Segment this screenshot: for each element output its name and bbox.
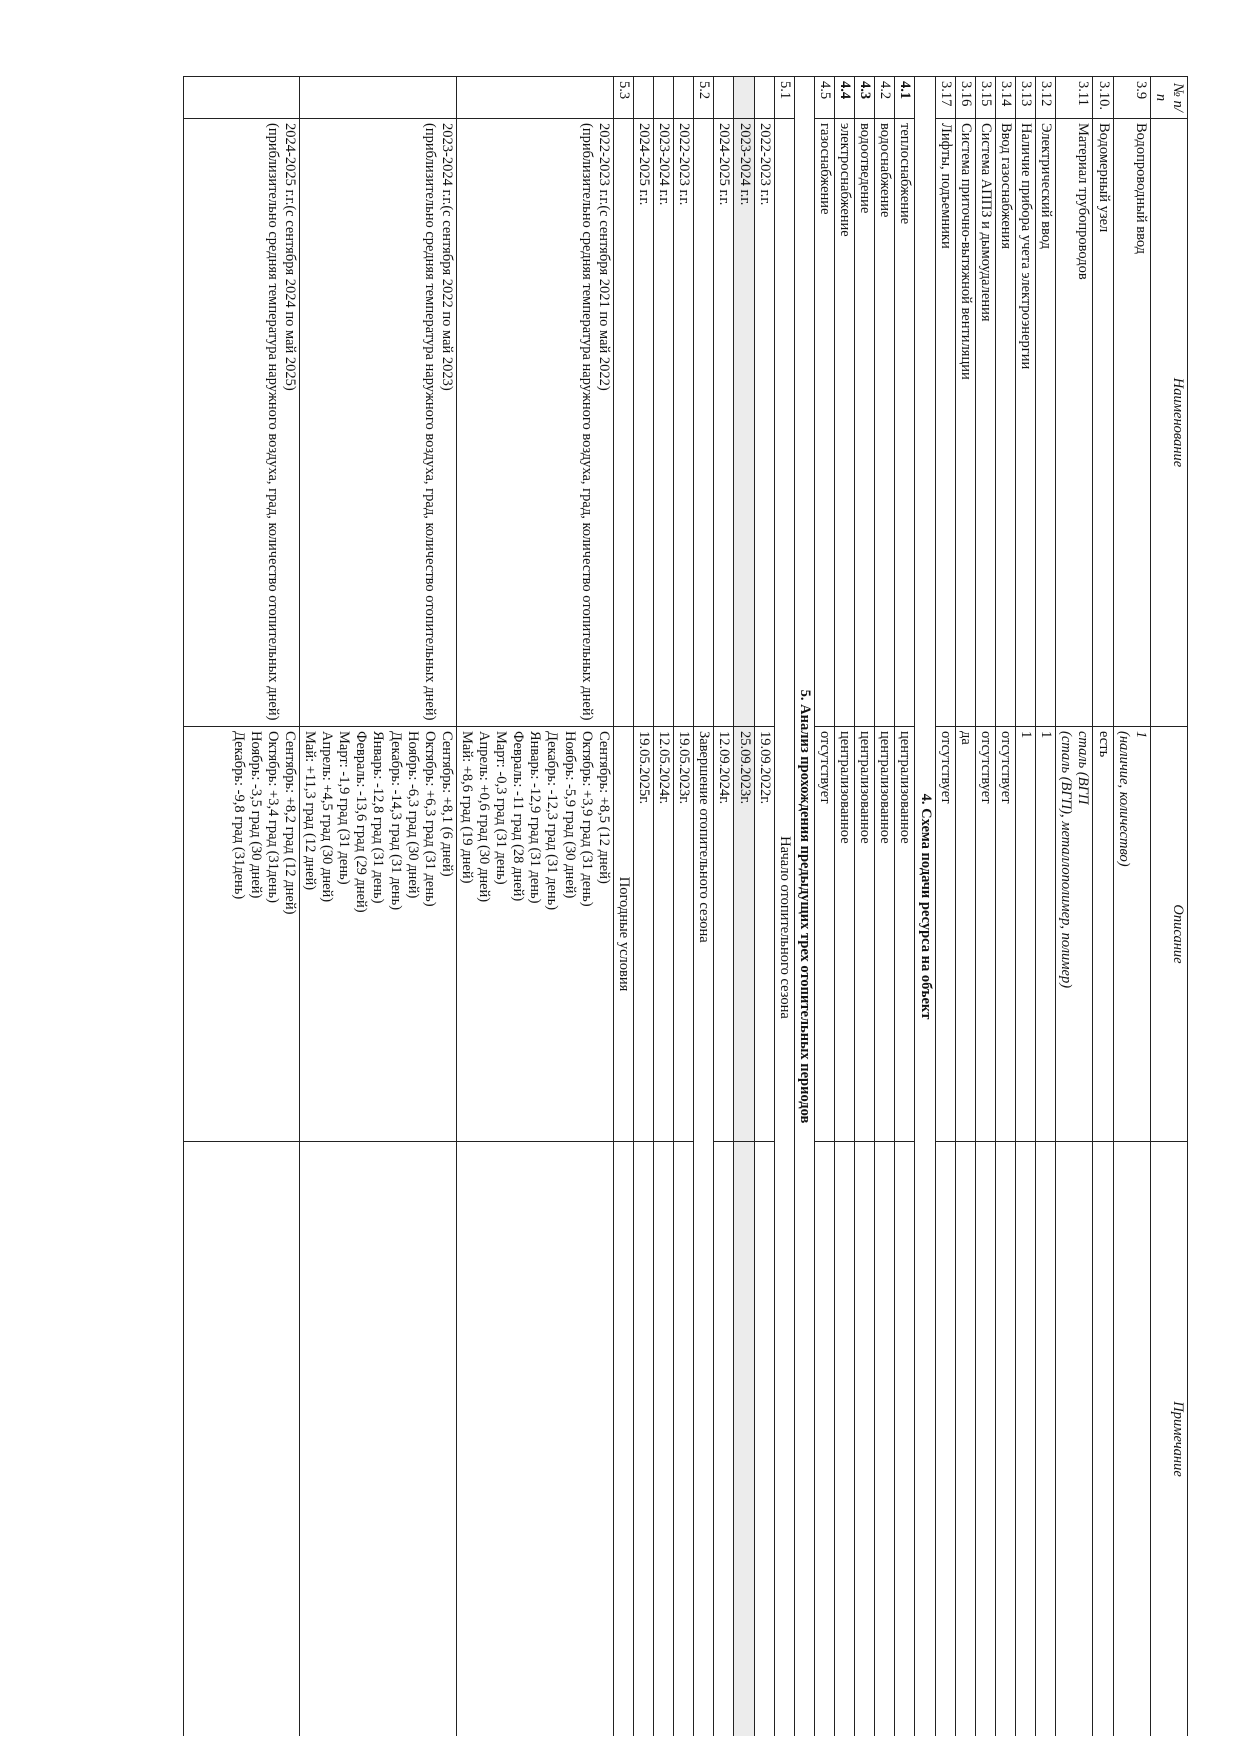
header-name: Наименование [1150,119,1187,727]
row-num [183,77,299,119]
row-num: 5.2 [694,77,714,119]
row-note [299,1142,456,1737]
subsection-row [774,77,794,1737]
table-row [714,77,734,1737]
row-num: 3.10. [1093,77,1113,119]
row-note [613,1142,633,1737]
row-name: водоснабжение [875,119,895,727]
row-desc: да [955,727,975,1142]
row-name: 2024-2025 г.г.(с сентября 2024 по май 2025) (приблизительно средняя температура наружного воздуха, град, количество отопительных дней) [183,119,299,727]
row-num: 3.17 [935,77,955,119]
row-note [456,1142,613,1737]
weather-row [183,77,299,1737]
row-name: 2022-2023 г.г. [754,119,774,727]
row-num: 3.12 [1036,77,1056,119]
row-num: 4.3 [855,77,875,119]
row-note [1113,1142,1150,1737]
row-num: 3.9 [1113,77,1150,119]
row-desc: 12.09.2024г. [714,727,734,1142]
table-row [1036,77,1056,1737]
header-num: № п/п [1150,77,1187,119]
section-heading-row [794,77,814,1737]
row-num [654,77,674,119]
row-num: 3.15 [975,77,995,119]
subsection-title: Начало отопительного сезона [774,119,794,1737]
row-note [814,1142,834,1737]
table-row [814,77,834,1737]
row-desc: централизованное [835,727,855,1142]
row-num [299,77,456,119]
row-desc: сталь (ВГП (сталь (ВГП), металлополимер, полимер) [1056,727,1093,1142]
row-name: Лифты, подъемники [935,119,955,727]
subsection-row [613,77,633,1737]
table-row [734,77,754,1737]
row-note [995,1142,1015,1737]
row-note [714,1142,734,1737]
row-note [734,1142,754,1737]
row-name: теплоснабжение [895,119,915,727]
building-passport-table [183,76,1188,1736]
row-desc: 1 [1016,727,1036,1142]
row-name: Ввод газоснабжения [995,119,1015,727]
row-name: водоотведение [855,119,875,727]
row-desc: отсутствует [975,727,995,1142]
row-desc: 1 [1036,727,1056,1142]
row-num: 5.1 [774,77,794,119]
table-row [1093,77,1113,1737]
subsection-title: Завершение отопительного сезона [694,727,714,1737]
row-num: 5.3 [613,77,633,119]
row-name: 2022-2023 г.г.(с сентября 2021 по май 2022) (приблизительно средняя температура наружного воздуха, град, количество отопительных дней) [456,119,613,727]
row-name [613,119,633,727]
row-name: Материал трубопроводов [1056,119,1093,727]
row-num [633,77,653,119]
row-desc: Сентябрь: +8,1 (6 дней) Октябрь: +6,3 град (31 день) Ноябрь: -6,3 град (30 дней) Декабрь: -14,3 град (31 день) Январь: -12,8 град (31 день) Февраль: -13,6 град (29 дней) Март: -1,9 град (31 день) Апрель: +4,5 град (30 дней) Май: +11,3 град (12 дней) [299,727,456,1142]
row-desc: отсутствует [935,727,955,1142]
table-row [935,77,955,1737]
weather-row [456,77,613,1737]
row-name: Водомерный узел [1093,119,1113,727]
header-desc: Описание [1150,727,1187,1142]
table-row [955,77,975,1737]
row-desc: отсутствует [814,727,834,1142]
section-5-title: 5. Анализ прохождения предыдущих трех отопительных периодов [794,77,814,1737]
table-row [995,77,1015,1737]
row-note [895,1142,915,1737]
header-row [1150,77,1187,1737]
row-name: Водопроводный ввод [1113,119,1150,727]
table-row [975,77,995,1737]
row-desc: 25.09.2023г. [734,727,754,1142]
table-row [1016,77,1036,1737]
row-desc: Сентябрь: +8,2 град (12 дней) Октябрь: +3,4 град (31день) Ноябрь: -3,5 град (30 дней) Декабрь: -9,8 град (31день) [183,727,299,1142]
row-desc: централизованное [875,727,895,1142]
table-row [875,77,895,1737]
row-num [754,77,774,119]
rotated-content [88,76,1188,1736]
row-desc: централизованное [895,727,915,1142]
row-name: Система АППЗ и дымоудаления [975,119,995,727]
header-note: Примечание [1150,1142,1187,1737]
row-note [654,1142,674,1737]
row-num [674,77,694,119]
row-note [674,1142,694,1737]
row-desc: Сентябрь: +8,5 (12 дней) Октябрь: +3,9 град (31 день) Ноябрь: -5,9 град (30 дней) Декабрь: -12,3 град (31 день) Январь: -12,9 град (31 день) Февраль: -11 град (28 дней) Март: -0,3 град (31 день) Апрель: +0,6 град (30 дней) Май: +8,6 град (19 дней) [456,727,613,1142]
row-name: 2022-2023 г.г. [674,119,694,727]
row-note [1093,1142,1113,1737]
row-name: 2023-2024 г.г. [734,119,754,727]
subsection-title: Погодные условия [613,727,633,1142]
row-name: Электрический ввод [1036,119,1056,727]
row-desc: 1 (наличие, количество) [1113,727,1150,1142]
row-num: 4.1 [895,77,915,119]
row-desc: 19.05.2025г. [633,727,653,1142]
table-row [674,77,694,1737]
row-desc: централизованное [855,727,875,1142]
row-note [1036,1142,1056,1737]
table-row [754,77,774,1737]
row-note [754,1142,774,1737]
row-note [1016,1142,1036,1737]
row-num [734,77,754,119]
row-name [694,119,714,727]
table-row [1056,77,1093,1737]
row-num: 4.2 [875,77,895,119]
row-note [1056,1142,1093,1737]
row-note [935,1142,955,1737]
row-desc: отсутствует [995,727,1015,1142]
table-row [654,77,674,1737]
row-name: 2024-2025 г.г. [714,119,734,727]
row-name: газоснабжение [814,119,834,727]
row-name: Наличие прибора учета электроэнергии [1016,119,1036,727]
row-note [875,1142,895,1737]
subsection-row [694,77,714,1737]
table-row [835,77,855,1737]
table-row [1113,77,1150,1737]
table-row [855,77,875,1737]
table-row [895,77,915,1737]
row-desc: 19.05.2023г. [674,727,694,1142]
row-num [714,77,734,119]
table-row [633,77,653,1737]
row-note [975,1142,995,1737]
row-num: 4.4 [835,77,855,119]
row-name: 2024-2025 г.г. [633,119,653,727]
row-num: 3.11 [1056,77,1093,119]
row-num: 4.5 [814,77,834,119]
section-heading-row [915,77,935,1737]
row-name: Система приточно-вытяжной вентиляции [955,119,975,727]
row-note [183,1142,299,1737]
row-note [955,1142,975,1737]
row-note [855,1142,875,1737]
row-desc: есть [1093,727,1113,1142]
row-note [633,1142,653,1737]
row-num: 3.13 [1016,77,1036,119]
row-desc: 19.09.2022г. [754,727,774,1142]
weather-row [299,77,456,1737]
section-4-title: 4. Схема подачи ресурса на объект [915,77,935,1737]
row-name: электроснабжение [835,119,855,727]
row-name: 2023-2024 г.г.(с сентября 2022 по май 2023) (приблизительно средняя температура наружного воздуха, град, количество отопительных дней) [299,119,456,727]
scanned-page [88,76,1188,1736]
row-num: 3.14 [995,77,1015,119]
row-num: 3.16 [955,77,975,119]
row-num [456,77,613,119]
row-name: 2023-2024 г.г. [654,119,674,727]
row-desc: 12.05.2024г. [654,727,674,1142]
row-note [835,1142,855,1737]
